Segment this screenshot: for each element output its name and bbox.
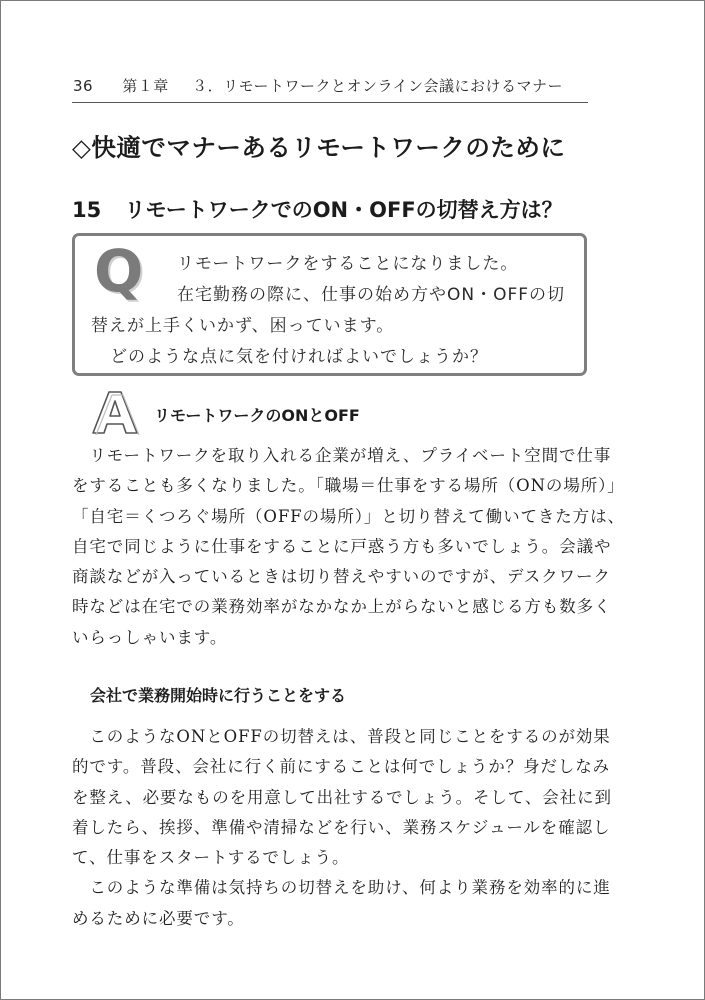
q-badge-icon: Q <box>94 237 144 305</box>
question-title: リモートワークでのON・OFFの切替え方は？ <box>124 198 563 222</box>
section-title: ◇快適でマナーあるリモートワークのために <box>72 133 566 162</box>
page-number: 36 <box>73 77 94 95</box>
chapter-label: 第１章 <box>122 77 169 95</box>
text-line: このようなONとOFFの切替えは、普段と同じことをするのが効果 <box>72 727 611 746</box>
section-label: ３．リモートワークとオンライン会議におけるマナー <box>192 77 564 95</box>
question-box <box>72 233 587 376</box>
a-badge-icon <box>90 389 142 435</box>
answer-paragraph-2 <box>72 722 612 934</box>
answer-paragraph-1 <box>72 441 625 653</box>
question-heading <box>72 194 563 224</box>
text-line: 自宅で同じように仕事をすることに戸惑う方も多いでしょう。会議や <box>72 536 612 556</box>
question-number: 15 <box>72 198 102 222</box>
text-line: を整え、必要なものを用意して出社するでしょう。そして、会社に到 <box>72 787 612 807</box>
text-line: 商談などが入っているときは切り替えやすいのですが、デスクワーク <box>72 567 611 587</box>
question-line: リモートワークをすることになりました。 <box>177 254 519 274</box>
text-line: このような準備は気持ちの切替えを助け、何より業務を効率的に進 <box>72 878 611 898</box>
text-line: 着したら、挨拶、準備や清掃などを行い、業務スケジュールを確認し <box>72 817 611 837</box>
answer-subheading: 会社で業務開始時に行うことをする <box>90 686 347 705</box>
text-line: リモートワークを取り入れる企業が増え、プライベート空間で仕事 <box>72 446 612 465</box>
answer-title: リモートワークのONとOFF <box>154 406 360 425</box>
text-line: めるために必要です。 <box>72 908 245 928</box>
question-line: 替えが上手くいかず、困っています。 <box>91 316 395 336</box>
text-line: 「自宅＝くつろぐ場所（OFFの場所）」と切り替えて働いてきた方は、 <box>72 506 625 526</box>
header-rule <box>72 102 588 103</box>
question-line: どのような点に気を付ければよいでしょうか？ <box>110 347 488 367</box>
text-line: て、仕事をスタートするでしょう。 <box>72 848 350 868</box>
text-line: いらっしゃいます。 <box>72 627 228 647</box>
text-line: 的です。普段、会社に行く前にすることは何でしょうか？身だしなみ <box>72 757 611 777</box>
question-line: 在宅勤務の際に、仕事の始め方やON・OFFの切 <box>177 285 566 305</box>
running-header <box>73 75 588 96</box>
text-line: 時などは在宅での業務効率がなかなか上がらないと感じる方も数多く <box>72 597 612 617</box>
text-line: をすることも多くなりました。「職場＝仕事をする場所（ONの場所）」 <box>72 476 625 496</box>
